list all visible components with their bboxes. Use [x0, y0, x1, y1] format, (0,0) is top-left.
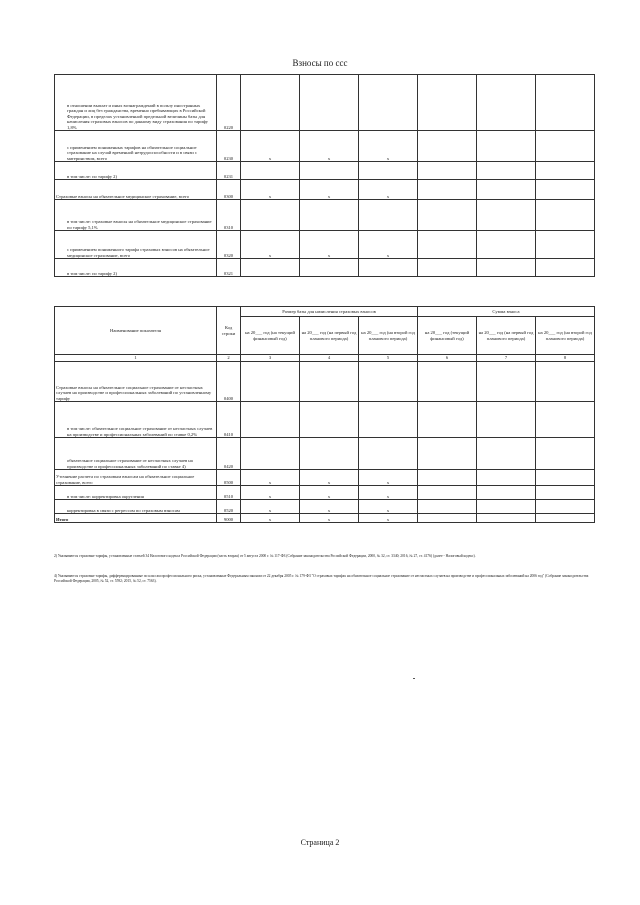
header-year-column: на 20___ год (на первый год планового периода) [300, 317, 359, 355]
value-cell[interactable]: х [359, 500, 418, 514]
row-line-code: 0300 [217, 180, 241, 200]
contributions-table-part1 [54, 74, 595, 277]
value-cell[interactable]: х [300, 500, 359, 514]
value-cell[interactable] [536, 402, 595, 438]
value-cell[interactable] [536, 75, 595, 131]
value-cell[interactable]: х [359, 131, 418, 162]
value-cell[interactable] [359, 362, 418, 402]
row-line-code: 0400 [217, 362, 241, 402]
value-cell[interactable] [241, 438, 300, 470]
row-indicator-name: в том числе: обязательное социальное страхование от несчастных случаев на производстве и профессиональных заболеваний по ставке 0,2% [55, 402, 217, 438]
header-column-number: 8 [536, 355, 595, 362]
value-cell[interactable] [241, 259, 300, 277]
header-column-number: 6 [418, 355, 477, 362]
value-cell[interactable] [359, 438, 418, 470]
value-cell[interactable] [359, 75, 418, 131]
value-cell[interactable] [418, 438, 477, 470]
row-line-code: 0231 [217, 162, 241, 180]
value-cell[interactable] [418, 362, 477, 402]
value-cell[interactable] [477, 362, 536, 402]
row-line-code: 0420 [217, 438, 241, 470]
value-cell[interactable] [418, 259, 477, 277]
row-indicator-name: в том числе: по тарифу 2) [55, 259, 217, 277]
value-cell[interactable] [418, 75, 477, 131]
row-line-code: 0220 [217, 75, 241, 131]
value-cell[interactable] [477, 470, 536, 486]
value-cell[interactable]: х [300, 470, 359, 486]
total-value-cell[interactable] [418, 514, 477, 523]
table-row [55, 438, 595, 470]
value-cell[interactable] [418, 402, 477, 438]
value-cell[interactable]: х [359, 180, 418, 200]
value-cell[interactable] [300, 75, 359, 131]
row-indicator-name: в отношении выплат и иных вознаграждений в пользу иностранных граждан и лиц без гражданства, временно пребывающих в Российской Федерации, в пределах установленной предельной величины базы для начисления страховых взносов по данному виду страхования по тарифу 1,8% [55, 75, 217, 131]
table-row [55, 180, 595, 200]
value-cell[interactable] [477, 486, 536, 500]
table-row [55, 486, 595, 500]
value-cell[interactable]: х [359, 486, 418, 500]
value-cell[interactable] [241, 162, 300, 180]
value-cell[interactable] [300, 200, 359, 231]
value-cell[interactable] [300, 162, 359, 180]
value-cell[interactable] [536, 131, 595, 162]
header-column-number: 3 [241, 355, 300, 362]
row-indicator-name: Страховые взносы на обязательное медицинское страхование, всего [55, 180, 217, 200]
value-cell[interactable] [477, 500, 536, 514]
value-cell[interactable] [418, 131, 477, 162]
header-line-code: Код строки [217, 307, 241, 355]
header-column-number: 5 [359, 355, 418, 362]
value-cell[interactable]: х [300, 486, 359, 500]
header-indicator-name: Наименование показателя [55, 307, 217, 355]
value-cell[interactable] [300, 402, 359, 438]
value-cell[interactable] [536, 438, 595, 470]
row-indicator-name: корректировка в связи с регрессом по страховым взносам [55, 500, 217, 514]
value-cell[interactable] [477, 259, 536, 277]
row-line-code: 0321 [217, 259, 241, 277]
row-indicator-name: в том числе: корректировка округления [55, 486, 217, 500]
table-row [55, 500, 595, 514]
value-cell[interactable] [418, 180, 477, 200]
value-cell[interactable] [536, 362, 595, 402]
value-cell[interactable] [418, 162, 477, 180]
row-indicator-name: с применением пониженного тарифа страховых взносов на обязательное медицинское страхование, всего [55, 231, 217, 259]
table-row [55, 362, 595, 402]
header-year-column: на 20___ год (на первый год планового периода) [477, 317, 536, 355]
value-cell[interactable] [477, 75, 536, 131]
value-cell[interactable] [536, 180, 595, 200]
value-cell[interactable] [359, 162, 418, 180]
value-cell[interactable]: х [359, 231, 418, 259]
value-cell[interactable] [359, 259, 418, 277]
row-indicator-name: Уточнение расчета по страховым взносам на обязательное социальное страхование, всего [55, 470, 217, 486]
scan-speck [413, 678, 415, 679]
value-cell[interactable] [300, 362, 359, 402]
value-cell[interactable] [418, 231, 477, 259]
value-cell[interactable] [477, 162, 536, 180]
header-sum-group: Сумма взноса [418, 307, 595, 317]
total-value-cell[interactable]: х [300, 514, 359, 523]
value-cell[interactable] [300, 259, 359, 277]
value-cell[interactable] [536, 200, 595, 231]
total-label: Итого [55, 514, 217, 523]
table-row [55, 259, 595, 277]
table-row [55, 162, 595, 180]
row-indicator-name: Страховые взносы на обязательное социальное страхование от несчастных случаев на производстве и профессиональных заболеваний по установленному тарифу [55, 362, 217, 402]
row-indicator-name: с применением пониженных тарифов на обязательное социальное страхование на случай временной нетрудоспособности и в связи с материнством, всего [55, 131, 217, 162]
row-indicator-name: обязательное социальное страхование от несчастных случаев на производстве и профессиональных заболеваний по ставке 4) [55, 438, 217, 470]
value-cell[interactable]: х [241, 470, 300, 486]
value-cell[interactable] [241, 75, 300, 131]
contributions-table-part2 [54, 306, 595, 523]
header-year-column: на 20___ год (на второй год планового периода) [536, 317, 595, 355]
header-column-number: 7 [477, 355, 536, 362]
header-base-group: Размер базы для начисления страховых взносов [241, 307, 418, 317]
table-row [55, 470, 595, 486]
header-column-number: 2 [217, 355, 241, 362]
value-cell[interactable] [418, 486, 477, 500]
value-cell[interactable] [536, 470, 595, 486]
header-year-column: на 20___ год (текущий финансовый год) [418, 317, 477, 355]
value-cell[interactable]: х [241, 486, 300, 500]
row-line-code: 0320 [217, 231, 241, 259]
value-cell[interactable]: х [300, 131, 359, 162]
total-value-cell[interactable] [477, 514, 536, 523]
row-line-code: 0500 [217, 470, 241, 486]
table-row [55, 131, 595, 162]
row-line-code: 0520 [217, 500, 241, 514]
value-cell[interactable] [536, 500, 595, 514]
value-cell[interactable]: х [300, 180, 359, 200]
header-year-column: на 20___ год (на текущий финансовый год) [241, 317, 300, 355]
value-cell[interactable]: х [241, 500, 300, 514]
value-cell[interactable] [536, 162, 595, 180]
value-cell[interactable]: х [241, 131, 300, 162]
table-row [55, 200, 595, 231]
value-cell[interactable] [477, 180, 536, 200]
value-cell[interactable] [477, 438, 536, 470]
footnote-4: 4) Указываются страховые тарифы, дифференцированные по классам профессионального риска, установленные Федеральным законом от 22 декабря 2005 г. № 179-ФЗ "О страховых тарифах на обязательное социальное страхование от несчастных случаев на производстве и профессиональных заболеваний на 2006 год" (Собрание законодательства Российской Федерации, 2005, № 52, ст. 5592; 2015, № 52, ст. 7563). [54, 574, 589, 583]
header-year-column: на 20___ год (на второй год планового периода) [359, 317, 418, 355]
row-indicator-name: в том числе: по тарифу 2) [55, 162, 217, 180]
value-cell[interactable] [241, 200, 300, 231]
page-title: Взносы по ссс [292, 58, 348, 68]
total-row [55, 514, 595, 523]
footnote-2: 2) Указываются страховые тарифы, установленные статьей 34 Налогового кодекса Российской Федерации (часть вторая) от 5 августа 2000 г. № 117-ФЗ (Собрание законодательства Российской Федерации, 2000, № 32, ст. 3340; 2016, № 27, ст. 4176) (далее - Налоговый кодекс). [54, 554, 476, 558]
row-indicator-name: в том числе: страховые взносы на обязательное медицинское страхование по тарифу 5,1% [55, 200, 217, 231]
total-line-code: 9000 [217, 514, 241, 523]
table-row [55, 75, 595, 131]
value-cell[interactable] [536, 259, 595, 277]
value-cell[interactable] [477, 402, 536, 438]
page-number: Страница 2 [300, 838, 340, 847]
value-cell[interactable]: х [300, 231, 359, 259]
value-cell[interactable] [359, 200, 418, 231]
table-row [55, 402, 595, 438]
value-cell[interactable] [418, 200, 477, 231]
value-cell[interactable] [359, 402, 418, 438]
header-column-number: 4 [300, 355, 359, 362]
value-cell[interactable] [418, 470, 477, 486]
value-cell[interactable]: х [241, 180, 300, 200]
value-cell[interactable] [536, 231, 595, 259]
total-value-cell[interactable]: х [241, 514, 300, 523]
total-value-cell[interactable]: х [359, 514, 418, 523]
value-cell[interactable] [241, 362, 300, 402]
value-cell[interactable] [536, 486, 595, 500]
value-cell[interactable] [241, 402, 300, 438]
table-row [55, 231, 595, 259]
value-cell[interactable]: х [241, 231, 300, 259]
value-cell[interactable] [418, 500, 477, 514]
value-cell[interactable] [477, 200, 536, 231]
row-line-code: 0410 [217, 402, 241, 438]
value-cell[interactable] [300, 438, 359, 470]
header-column-number: 1 [55, 355, 217, 362]
row-line-code: 0510 [217, 486, 241, 500]
value-cell[interactable] [477, 231, 536, 259]
value-cell[interactable] [477, 131, 536, 162]
row-line-code: 0310 [217, 200, 241, 231]
total-value-cell[interactable] [536, 514, 595, 523]
row-line-code: 0230 [217, 131, 241, 162]
value-cell[interactable]: х [359, 470, 418, 486]
